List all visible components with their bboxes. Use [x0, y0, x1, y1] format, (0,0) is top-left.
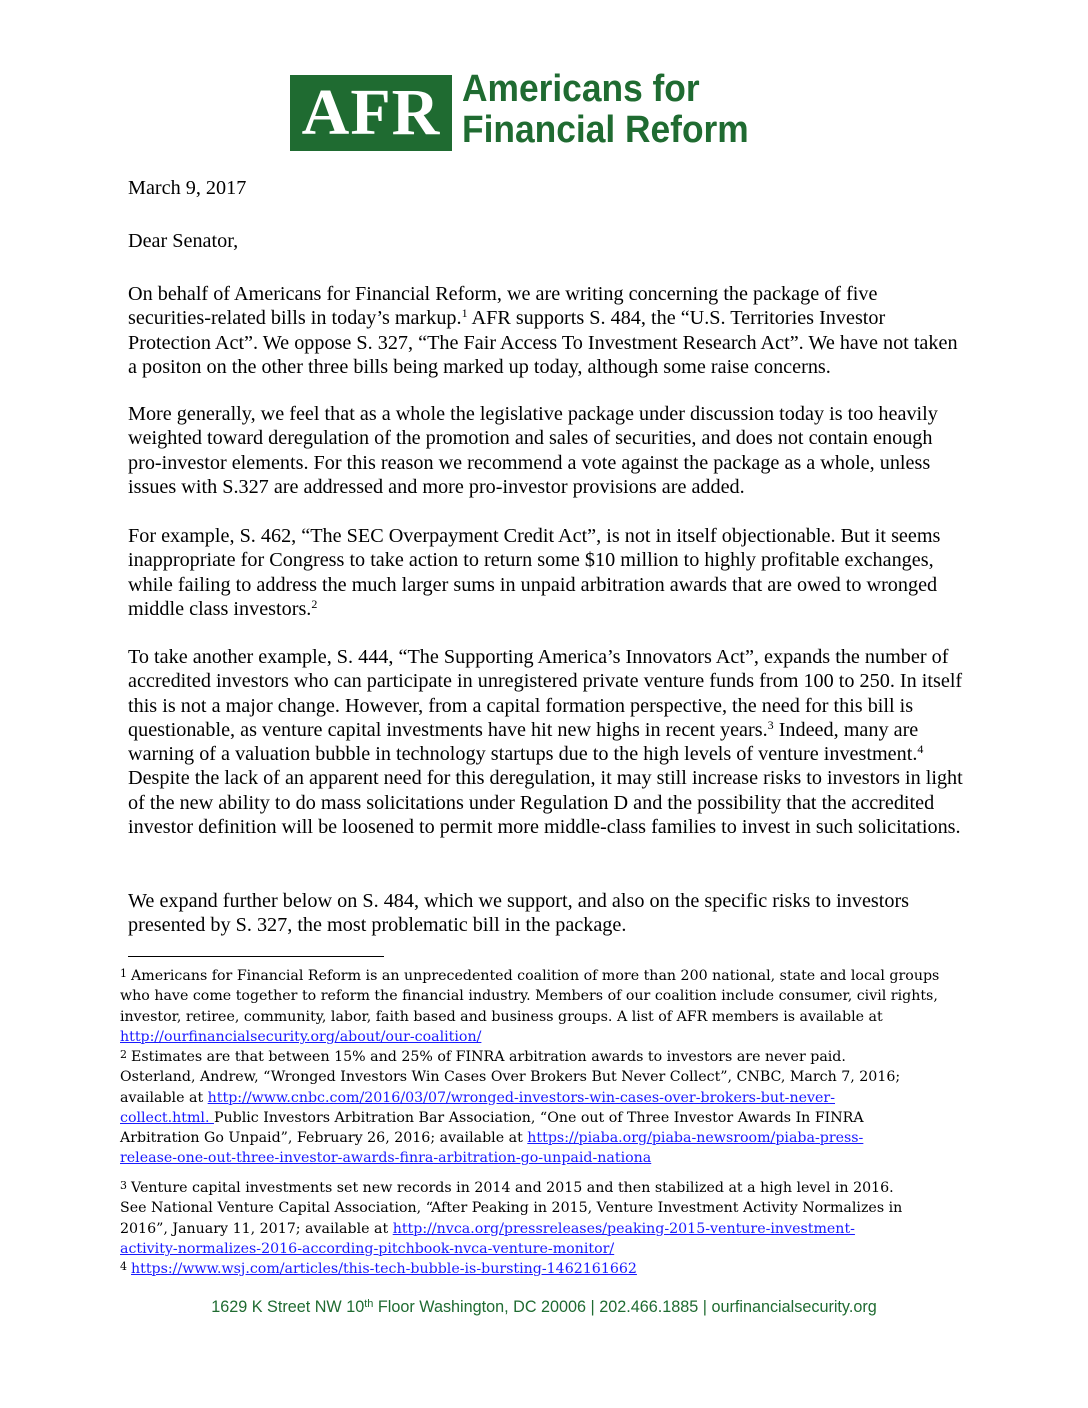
- footnote-ref-2[interactable]: 2: [311, 596, 318, 611]
- footnote-2-number: 2: [120, 1048, 127, 1061]
- paragraph-2: More generally, we feel that as a whole the legislative package under discussion today is too heavily weighted toward deregulation of the promotion and sales of securities, and does not contain enough pro-investor elements. For this reason we recommend a vote against the package as a whole, unless issues with S.327 are addressed and more pro-investor provisions are added.: [128, 403, 938, 498]
- nvca-link-part-2[interactable]: activity-normalizes-2016-according-pitchbook-nvca-venture-monitor/: [120, 1240, 615, 1257]
- afr-logo: [290, 68, 830, 151]
- footer-address-end: Floor Washington, DC 20006 | 202.466.1885 | ourfinancialsecurity.org: [373, 1298, 877, 1316]
- footnote-ref-4[interactable]: 4: [917, 742, 924, 757]
- footnote-3-line-3: [120, 1219, 970, 1239]
- piaba-link-part-2[interactable]: release-one-out-three-investor-awards-finra-arbitration-go-unpaid-nationa: [120, 1150, 652, 1167]
- footnote-1-line-2: who have come together to reform the financial industry. Members of our coalition include consumer, civil rights,: [120, 988, 938, 1005]
- footnote-ref-3[interactable]: 3: [767, 717, 774, 732]
- paragraph-4-text-c: Despite the lack of an apparent need for this deregulation, it may still increase risks to investors in light of the new ability to do mass solicitations under Regulation D and the possibility that the accredited investor definition will be loosened to permit more middle-class families to invest in such solicitations.: [128, 767, 963, 839]
- footnote-1-line-1: [120, 964, 970, 986]
- logo-name-line-2: Financial Reform: [462, 109, 749, 151]
- footnote-2-text-4: Public Investors Arbitration Bar Association, “One out of Three Investor Awards In FINRA: [213, 1109, 864, 1126]
- footnote-2-line-3: [120, 1088, 970, 1108]
- paragraph-1-text-a: On behalf of Americans for Financial Reform, we are writing concerning the package of five securities-related bills in today’s markup.: [128, 283, 878, 330]
- footnote-ref-1[interactable]: 1: [461, 306, 468, 321]
- paragraph-1-text-b: AFR supports S. 484, the “U.S. Territories Investor Protection Act”. We oppose S. 327, “The Fair Access To Investment Research Act”. We have not taken a positon on the other three bills being marked up today, although some raise concerns.: [128, 307, 958, 378]
- coalition-link[interactable]: http://ourfinancialsecurity.org/about/our-coalition/: [120, 1028, 482, 1045]
- footnote-2-line-2: Osterland, Andrew, “Wronged Investors Win Cases Over Brokers But Never Collect”, CNBC, March 7, 2016;: [120, 1069, 901, 1086]
- wsj-link[interactable]: https://www.wsj.com/articles/this-tech-bubble-is-bursting-1462161662: [131, 1261, 637, 1277]
- footnote-2-text-5: Arbitration Go Unpaid”, February 26, 2016; available at: [120, 1130, 528, 1147]
- footnote-3-line-2: See National Venture Capital Association, “After Peaking in 2015, Venture Investment Activity Normalizes in: [120, 1200, 903, 1217]
- footer-address-start: 1629 K Street NW 10: [211, 1298, 365, 1316]
- footnote-2-text-1: Estimates are that between 15% and 25% of FINRA arbitration awards to investors are never paid.: [131, 1049, 846, 1065]
- logo-organization-name: [462, 69, 749, 151]
- footnote-2-line-5: [120, 1128, 970, 1148]
- cnbc-link-part-1[interactable]: http://www.cnbc.com/2016/03/07/wronged-investors-win-cases-over-brokers-but-never-: [207, 1089, 835, 1106]
- footnote-1-number: 1: [120, 967, 127, 980]
- footnote-4-number: 4: [120, 1260, 127, 1273]
- footnote-2: [120, 1045, 970, 1169]
- logo-name-line-1: Americans for: [462, 68, 700, 110]
- page-footer-address: [0, 1298, 1088, 1317]
- footnote-1-line-3: investor, retiree, community, labor, faith based and business groups. A list of AFR members is available at: [120, 1008, 883, 1025]
- footnote-3-text-3: 2016”, January 11, 2017; available at: [120, 1220, 393, 1237]
- footnote-2-line-1: [120, 1045, 970, 1067]
- footnote-4: [120, 1257, 970, 1279]
- footnote-2-line-6: [120, 1148, 970, 1168]
- letter-date: March 9, 2017: [128, 177, 247, 199]
- footnote-3-number: 3: [120, 1179, 127, 1192]
- piaba-link-part-1[interactable]: https://piaba.org/piaba-newsroom/piaba-press-: [527, 1130, 864, 1147]
- letter-salutation: Dear Senator,: [128, 230, 239, 252]
- paragraph-3: [128, 524, 963, 621]
- paragraph-4-text-a: To take another example, S. 444, “The Supporting America’s Innovators Act”, expands the number of accredited investors who can participate in unregistered private venture funds from 100 to 250. In itself this is not a major change. However, from a capital formation perspective, the need for this bill is questionable, as venture capital investments have hit new highs in recent years.: [128, 646, 963, 741]
- paragraph-4: [128, 645, 963, 839]
- footer-floor-suffix: th: [364, 1298, 374, 1310]
- paragraph-4-text-b: Indeed, many are warning of a valuation bubble in technology startups due to the high levels of venture investment.: [128, 718, 919, 766]
- nvca-link-part-1[interactable]: http://nvca.org/pressreleases/peaking-2015-venture-investment-: [392, 1220, 855, 1237]
- footnote-1: [120, 964, 970, 1047]
- logo-abbreviation: AFR: [290, 75, 452, 151]
- footnote-4-line-1: [120, 1257, 970, 1279]
- footnote-1-text-1: Americans for Financial Reform is an unprecedented coalition of more than 200 national, state and local groups: [131, 968, 940, 984]
- footnote-divider: [128, 956, 384, 957]
- paragraph-5: We expand further below on S. 484, which we support, and also on the specific risks to investors presented by S. 327, the most problematic bill in the package.: [128, 890, 910, 937]
- footnote-3: [120, 1176, 970, 1259]
- footnote-3-text-1: Venture capital investments set new records in 2014 and 2015 and then stabilized at a high level in 2016.: [131, 1180, 894, 1196]
- footnote-2-text-3: available at: [120, 1089, 208, 1106]
- cnbc-link-part-2[interactable]: collect.html.: [120, 1109, 214, 1126]
- footnote-2-line-4: [120, 1108, 970, 1128]
- paragraph-3-text: For example, S. 462, “The SEC Overpayment Credit Act”, is not in itself objectionable. But it seems inappropriate for Congress to take action to return some $10 million to highly profitable exchanges, while failing to address the much larger sums in unpaid arbitration awards that are owed to wronged middle class investors.: [128, 525, 941, 620]
- paragraph-1: [128, 282, 963, 379]
- footnote-3-line-1: [120, 1176, 970, 1198]
